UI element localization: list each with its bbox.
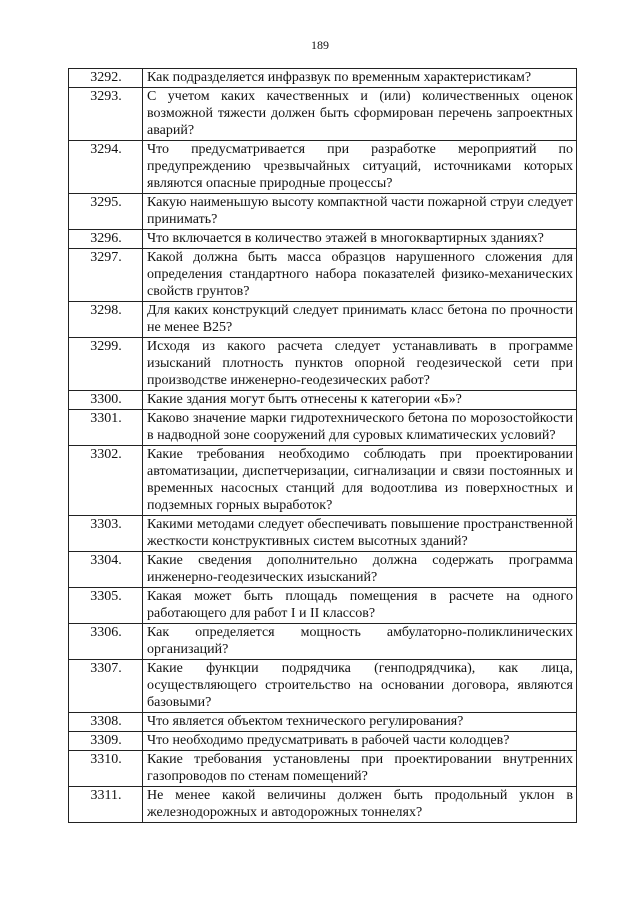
question-number: 3299. [69,338,143,391]
table-row [69,552,577,588]
question-number: 3301. [69,410,143,446]
question-number: 3296. [69,230,143,249]
table-row [69,338,577,391]
question-number: 3297. [69,249,143,302]
table-row [69,516,577,552]
table-row [69,69,577,88]
page-number: 189 [311,38,329,52]
question-text: Каково значение марки гидротехнического бетона по морозостойкости в надводной зоне сооружений для суровых климатических условий? [143,410,577,446]
question-number: 3295. [69,194,143,230]
question-text: Как определяется мощность амбулаторно-поликлинических организаций? [143,624,577,660]
question-number: 3305. [69,588,143,624]
question-text: Какие сведения дополнительно должна содержать программа инженерно-геодезических изысканий? [143,552,577,588]
question-number: 3310. [69,751,143,787]
question-text: Что необходимо предусматривать в рабочей части колодцев? [143,732,577,751]
question-number: 3308. [69,713,143,732]
table-row [69,230,577,249]
question-text: Как подразделяется инфразвук по временным характеристикам? [143,69,577,88]
table-row [69,302,577,338]
question-number: 3298. [69,302,143,338]
question-text: Какие требования необходимо соблюдать при проектировании автоматизации, диспетчеризации, сигнализации и связи постоянных и временных насосных станций для водоотлива из поверхностных и подземных горных выработок? [143,446,577,516]
question-number: 3309. [69,732,143,751]
table-row [69,624,577,660]
question-number: 3302. [69,446,143,516]
table-row [69,391,577,410]
table-row [69,787,577,823]
question-text: Исходя из какого расчета следует устанавливать в программе изысканий плотность пунктов опорной геодезической сети при производстве инженерно-геодезических работ? [143,338,577,391]
question-text: С учетом каких качественных и (или) количественных оценок возможной тяжести должен быть сформирован перечень запроектных аварий? [143,88,577,141]
question-text: Какие требования установлены при проектировании внутренних газопроводов по стенам помещений? [143,751,577,787]
table-row [69,713,577,732]
table-row [69,588,577,624]
table-row [69,194,577,230]
question-number: 3294. [69,141,143,194]
table-row [69,660,577,713]
question-text: Какой должна быть масса образцов нарушенного сложения для определения стандартного набора показателей физико-механических свойств грунтов? [143,249,577,302]
table-row [69,141,577,194]
question-number: 3304. [69,552,143,588]
question-text: Какими методами следует обеспечивать повышение пространственной жесткости конструктивных систем высотных зданий? [143,516,577,552]
question-number: 3307. [69,660,143,713]
question-text: Что является объектом технического регулирования? [143,713,577,732]
questions-table [68,68,577,823]
table-row [69,446,577,516]
question-text: Что включается в количество этажей в многоквартирных зданиях? [143,230,577,249]
table-row [69,410,577,446]
question-number: 3303. [69,516,143,552]
question-text: Не менее какой величины должен быть продольный уклон в железнодорожных и автодорожных тоннелях? [143,787,577,823]
question-number: 3292. [69,69,143,88]
question-number: 3306. [69,624,143,660]
question-number: 3311. [69,787,143,823]
question-number: 3300. [69,391,143,410]
question-text: Что предусматривается при разработке мероприятий по предупреждению чрезвычайных ситуаций, источниками которых являются опасные природные процессы? [143,141,577,194]
question-text: Для каких конструкций следует принимать класс бетона по прочности не менее B25? [143,302,577,338]
question-text: Какую наименьшую высоту компактной части пожарной струи следует принимать? [143,194,577,230]
question-text: Какие здания могут быть отнесены к категории «Б»? [143,391,577,410]
table-row [69,249,577,302]
table-row [69,732,577,751]
question-number: 3293. [69,88,143,141]
table-row [69,751,577,787]
question-text: Какая может быть площадь помещения в расчете на одного работающего для работ I и II классов? [143,588,577,624]
table-row [69,88,577,141]
question-text: Какие функции подрядчика (генподрядчика), как лица, осуществляющего строительство на основании договора, являются базовыми? [143,660,577,713]
